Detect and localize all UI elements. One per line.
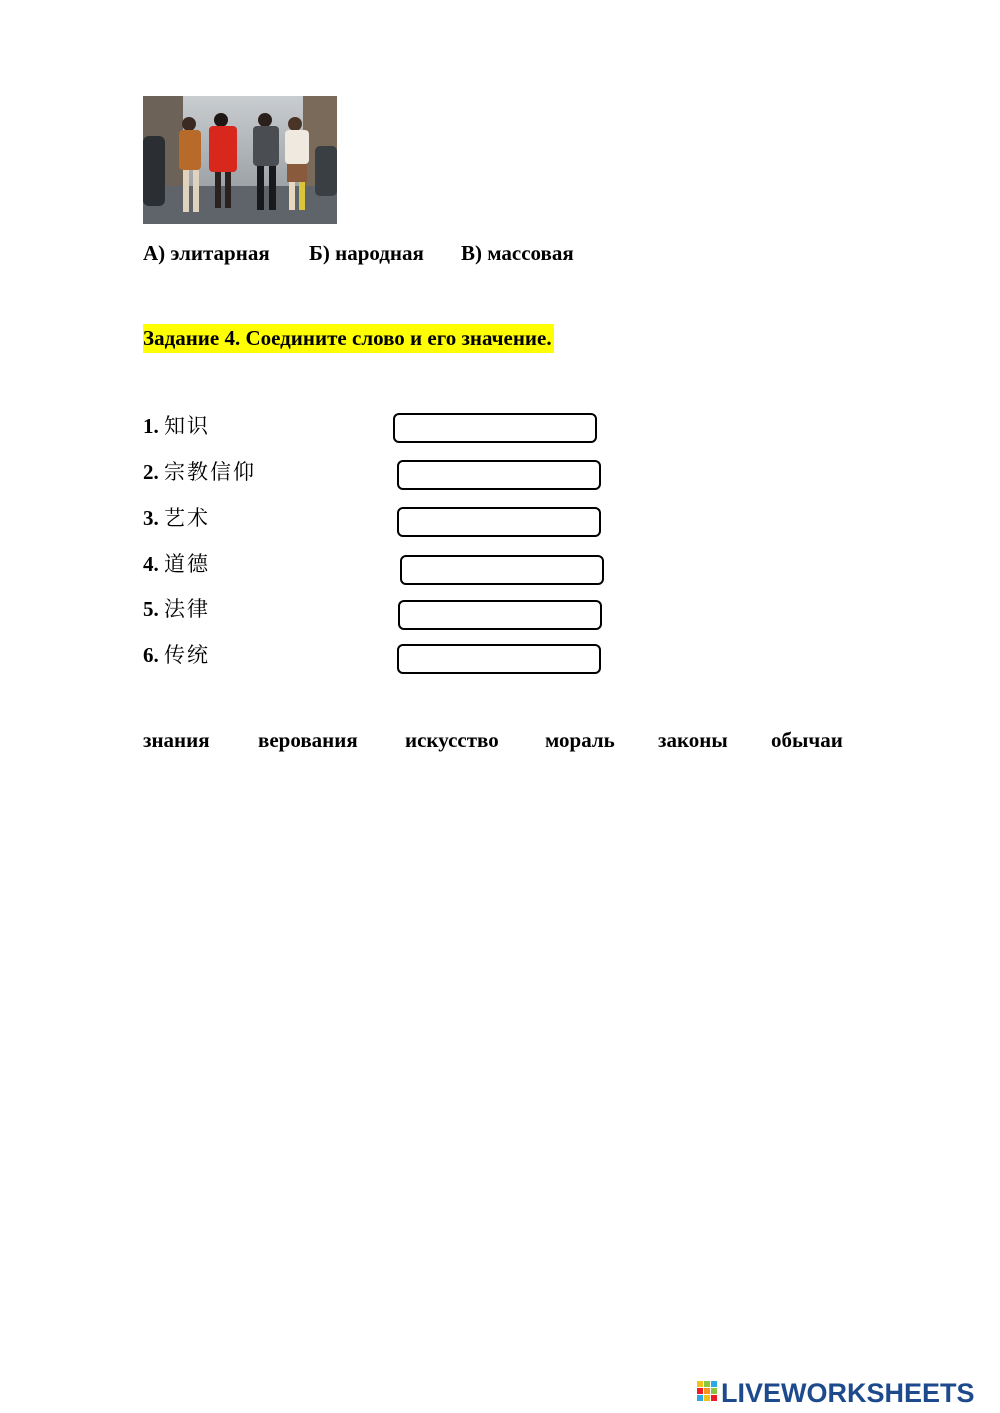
logo-text: LIVEWORKSHEETS <box>721 1378 975 1408</box>
liveworksheets-logo-icon <box>697 1381 719 1405</box>
item-number: 1. <box>143 414 159 438</box>
item-3 <box>143 504 210 532</box>
item-6 <box>143 641 210 669</box>
option-c: В) массовая <box>461 241 574 265</box>
item-number: 4. <box>143 552 159 576</box>
item-word: 宗教信仰 <box>164 460 256 484</box>
word-bank-item: знания <box>143 728 210 752</box>
word-bank-item: искусство <box>405 728 499 752</box>
item-word: 法律 <box>164 597 210 621</box>
option-a: А) элитарная <box>143 241 270 265</box>
word-bank-item: законы <box>658 728 728 752</box>
item-number: 2. <box>143 460 159 484</box>
item-word: 道德 <box>164 552 210 576</box>
street-photo-image <box>143 96 337 224</box>
street-photo <box>143 96 337 224</box>
word-bank-item: мораль <box>545 728 615 752</box>
item-word: 艺术 <box>164 506 210 530</box>
answer-input-1[interactable] <box>393 413 597 443</box>
option-b: Б) народная <box>309 241 424 265</box>
item-4 <box>143 550 210 578</box>
item-number: 3. <box>143 506 159 530</box>
answer-input-3[interactable] <box>397 507 601 537</box>
item-2 <box>143 458 256 486</box>
item-word: 知识 <box>164 414 210 438</box>
item-1 <box>143 412 210 440</box>
item-word: 传统 <box>164 643 210 667</box>
item-5 <box>143 595 210 623</box>
task-title: Задание 4. Соедините слово и его значение. <box>143 324 554 353</box>
liveworksheets-logo <box>697 1378 975 1408</box>
answer-input-2[interactable] <box>397 460 601 490</box>
answer-input-5[interactable] <box>398 600 602 630</box>
answer-input-4[interactable] <box>400 555 604 585</box>
word-bank-item: верования <box>258 728 358 752</box>
answer-input-6[interactable] <box>397 644 601 674</box>
item-number: 5. <box>143 597 159 621</box>
word-bank-item: обычаи <box>771 728 843 752</box>
item-number: 6. <box>143 643 159 667</box>
